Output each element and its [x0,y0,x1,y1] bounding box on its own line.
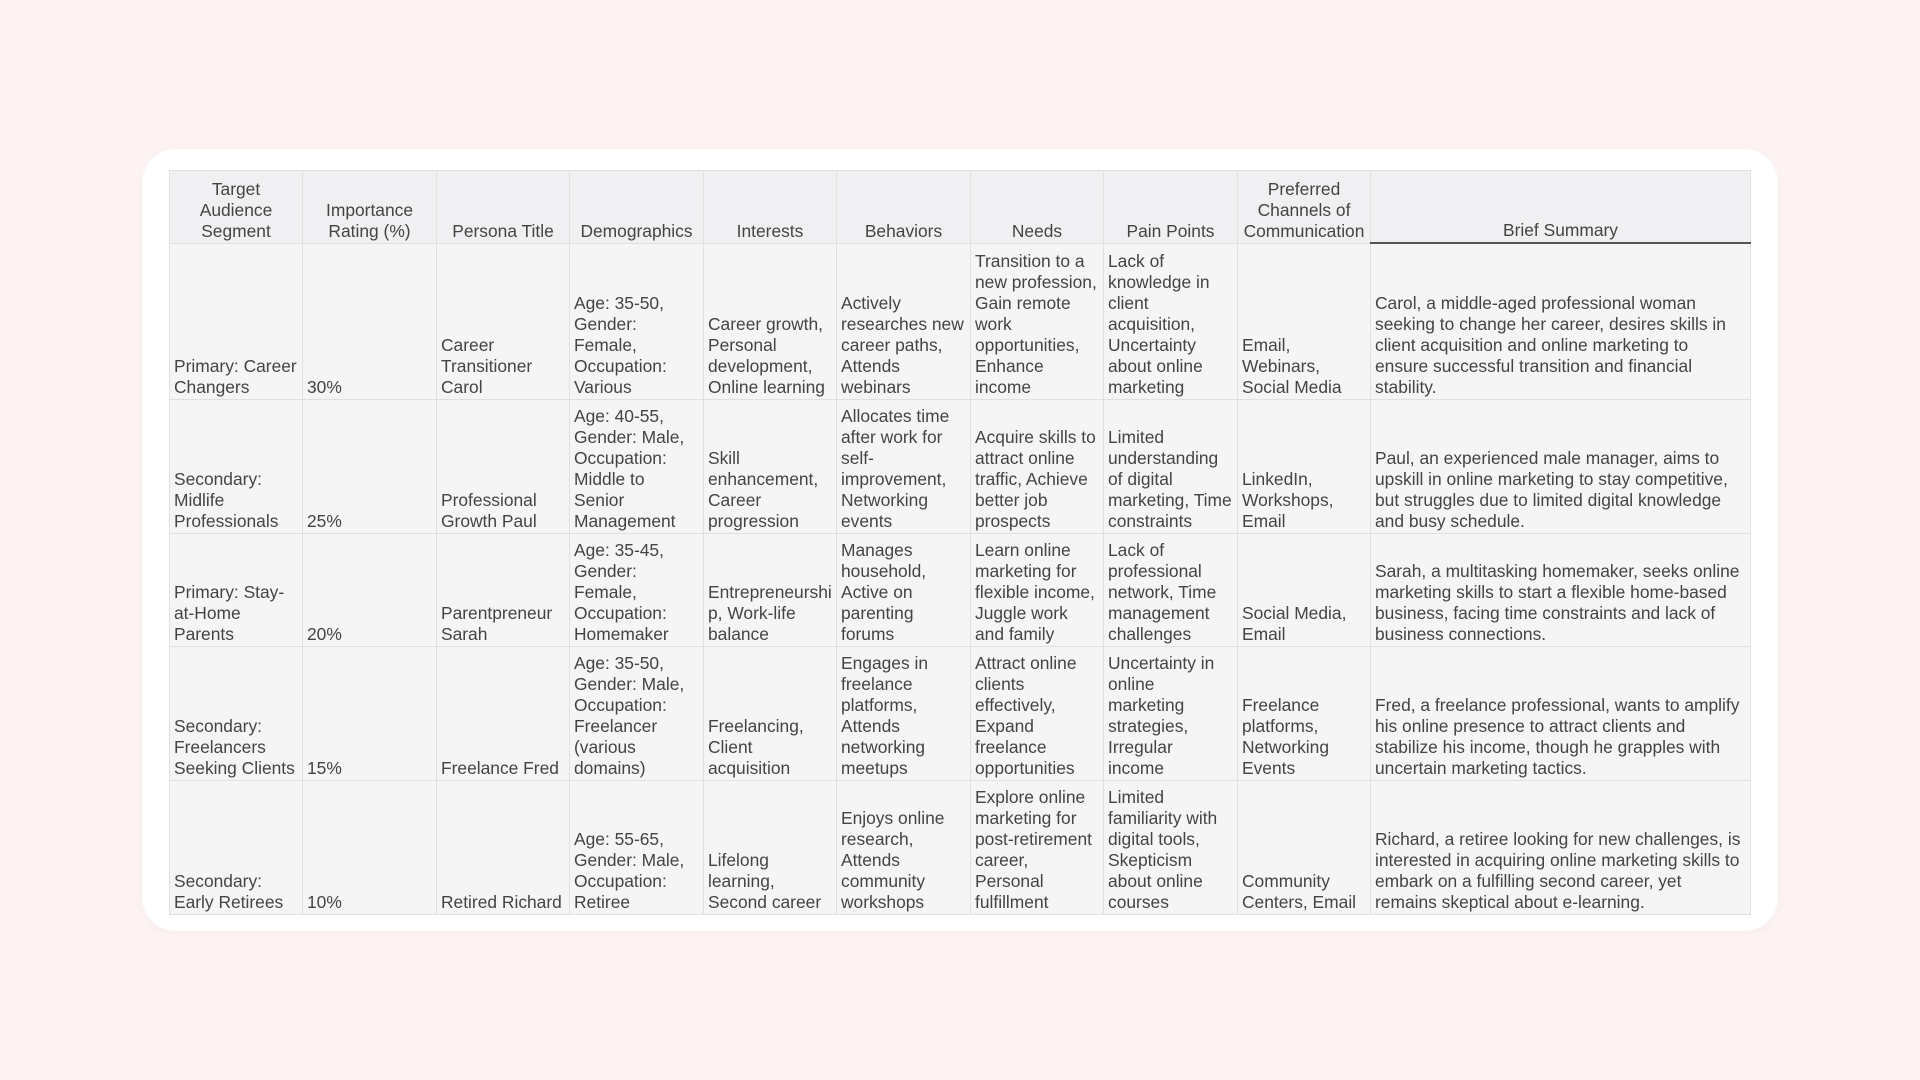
cell-segment: Primary: Stay-at-Home Parents [170,534,303,647]
cell-channels: LinkedIn, Workshops, Email [1238,400,1371,534]
cell-behaviors: Allocates time after work for self-improvement, Networking events [837,400,971,534]
cell-importance: 20% [303,534,437,647]
cell-behaviors: Enjoys online research, Attends community workshops [837,781,971,915]
cell-summary: Carol, a middle-aged professional woman seeking to change her career, desires skills in client acquisition and online marketing to ensure successful transition and financial stability. [1371,243,1751,400]
cell-interests: Career growth, Personal development, Online learning [704,243,837,400]
cell-demographics: Age: 55-65, Gender: Male, Occupation: Retiree [570,781,704,915]
cell-importance: 25% [303,400,437,534]
cell-segment: Secondary: Freelancers Seeking Clients [170,647,303,781]
cell-interests: Skill enhancement, Career progression [704,400,837,534]
cell-interests: Lifelong learning, Second career [704,781,837,915]
header-target-audience-segment: Target Audience Segment [170,171,303,244]
cell-needs: Learn online marketing for flexible income, Juggle work and family [971,534,1104,647]
table-row [170,400,1751,534]
cell-segment: Primary: Career Changers [170,243,303,400]
header-demographics: Demographics [570,171,704,244]
header-pain-points: Pain Points [1104,171,1238,244]
cell-persona: Professional Growth Paul [437,400,570,534]
cell-demographics: Age: 35-45, Gender: Female, Occupation: Homemaker [570,534,704,647]
cell-summary: Richard, a retiree looking for new challenges, is interested in acquiring online marketing skills to embark on a fulfilling second career, yet remains skeptical about e-learning. [1371,781,1751,915]
cell-importance: 10% [303,781,437,915]
header-brief-summary: Brief Summary [1371,171,1751,244]
table-card [142,149,1778,931]
cell-needs: Acquire skills to attract online traffic, Achieve better job prospects [971,400,1104,534]
cell-channels: Community Centers, Email [1238,781,1371,915]
cell-behaviors: Engages in freelance platforms, Attends networking meetups [837,647,971,781]
cell-channels: Social Media, Email [1238,534,1371,647]
header-behaviors: Behaviors [837,171,971,244]
cell-pain-points: Limited familiarity with digital tools, Skepticism about online courses [1104,781,1238,915]
cell-interests: Freelancing, Client acquisition [704,647,837,781]
cell-behaviors: Actively researches new career paths, Attends webinars [837,243,971,400]
cell-needs: Transition to a new profession, Gain remote work opportunities, Enhance income [971,243,1104,400]
header-needs: Needs [971,171,1104,244]
cell-persona: Parentpreneur Sarah [437,534,570,647]
table-row [170,534,1751,647]
table-row [170,243,1751,400]
cell-persona: Freelance Fred [437,647,570,781]
cell-channels: Freelance platforms, Networking Events [1238,647,1371,781]
cell-segment: Secondary: Midlife Professionals [170,400,303,534]
header-persona-title: Persona Title [437,171,570,244]
cell-segment: Secondary: Early Retirees [170,781,303,915]
cell-pain-points: Limited understanding of digital marketing, Time constraints [1104,400,1238,534]
header-interests: Interests [704,171,837,244]
cell-persona: Career Transitioner Carol [437,243,570,400]
cell-pain-points: Lack of knowledge in client acquisition, Uncertainty about online marketing [1104,243,1238,400]
cell-needs: Explore online marketing for post-retirement career, Personal fulfillment [971,781,1104,915]
header-preferred-channels: Preferred Channels of Communication [1238,171,1371,244]
cell-persona: Retired Richard [437,781,570,915]
cell-demographics: Age: 40-55, Gender: Male, Occupation: Middle to Senior Management [570,400,704,534]
cell-demographics: Age: 35-50, Gender: Female, Occupation: Various [570,243,704,400]
cell-importance: 15% [303,647,437,781]
cell-summary: Paul, an experienced male manager, aims to upskill in online marketing to stay competitive, but struggles due to limited digital knowledge and busy schedule. [1371,400,1751,534]
cell-channels: Email, Webinars, Social Media [1238,243,1371,400]
header-importance-rating: Importance Rating (%) [303,171,437,244]
persona-table [169,170,1751,915]
cell-behaviors: Manages household, Active on parenting forums [837,534,971,647]
cell-summary: Fred, a freelance professional, wants to amplify his online presence to attract clients and stabilize his income, though he grapples with uncertain marketing tactics. [1371,647,1751,781]
cell-summary: Sarah, a multitasking homemaker, seeks online marketing skills to start a flexible home-based business, facing time constraints and lack of business connections. [1371,534,1751,647]
cell-interests: Entrepreneurship, Work-life balance [704,534,837,647]
cell-pain-points: Lack of professional network, Time management challenges [1104,534,1238,647]
table-header-row [170,171,1751,244]
cell-needs: Attract online clients effectively, Expand freelance opportunities [971,647,1104,781]
cell-demographics: Age: 35-50, Gender: Male, Occupation: Freelancer (various domains) [570,647,704,781]
cell-pain-points: Uncertainty in online marketing strategies, Irregular income [1104,647,1238,781]
table-row [170,781,1751,915]
table-row [170,647,1751,781]
cell-importance: 30% [303,243,437,400]
